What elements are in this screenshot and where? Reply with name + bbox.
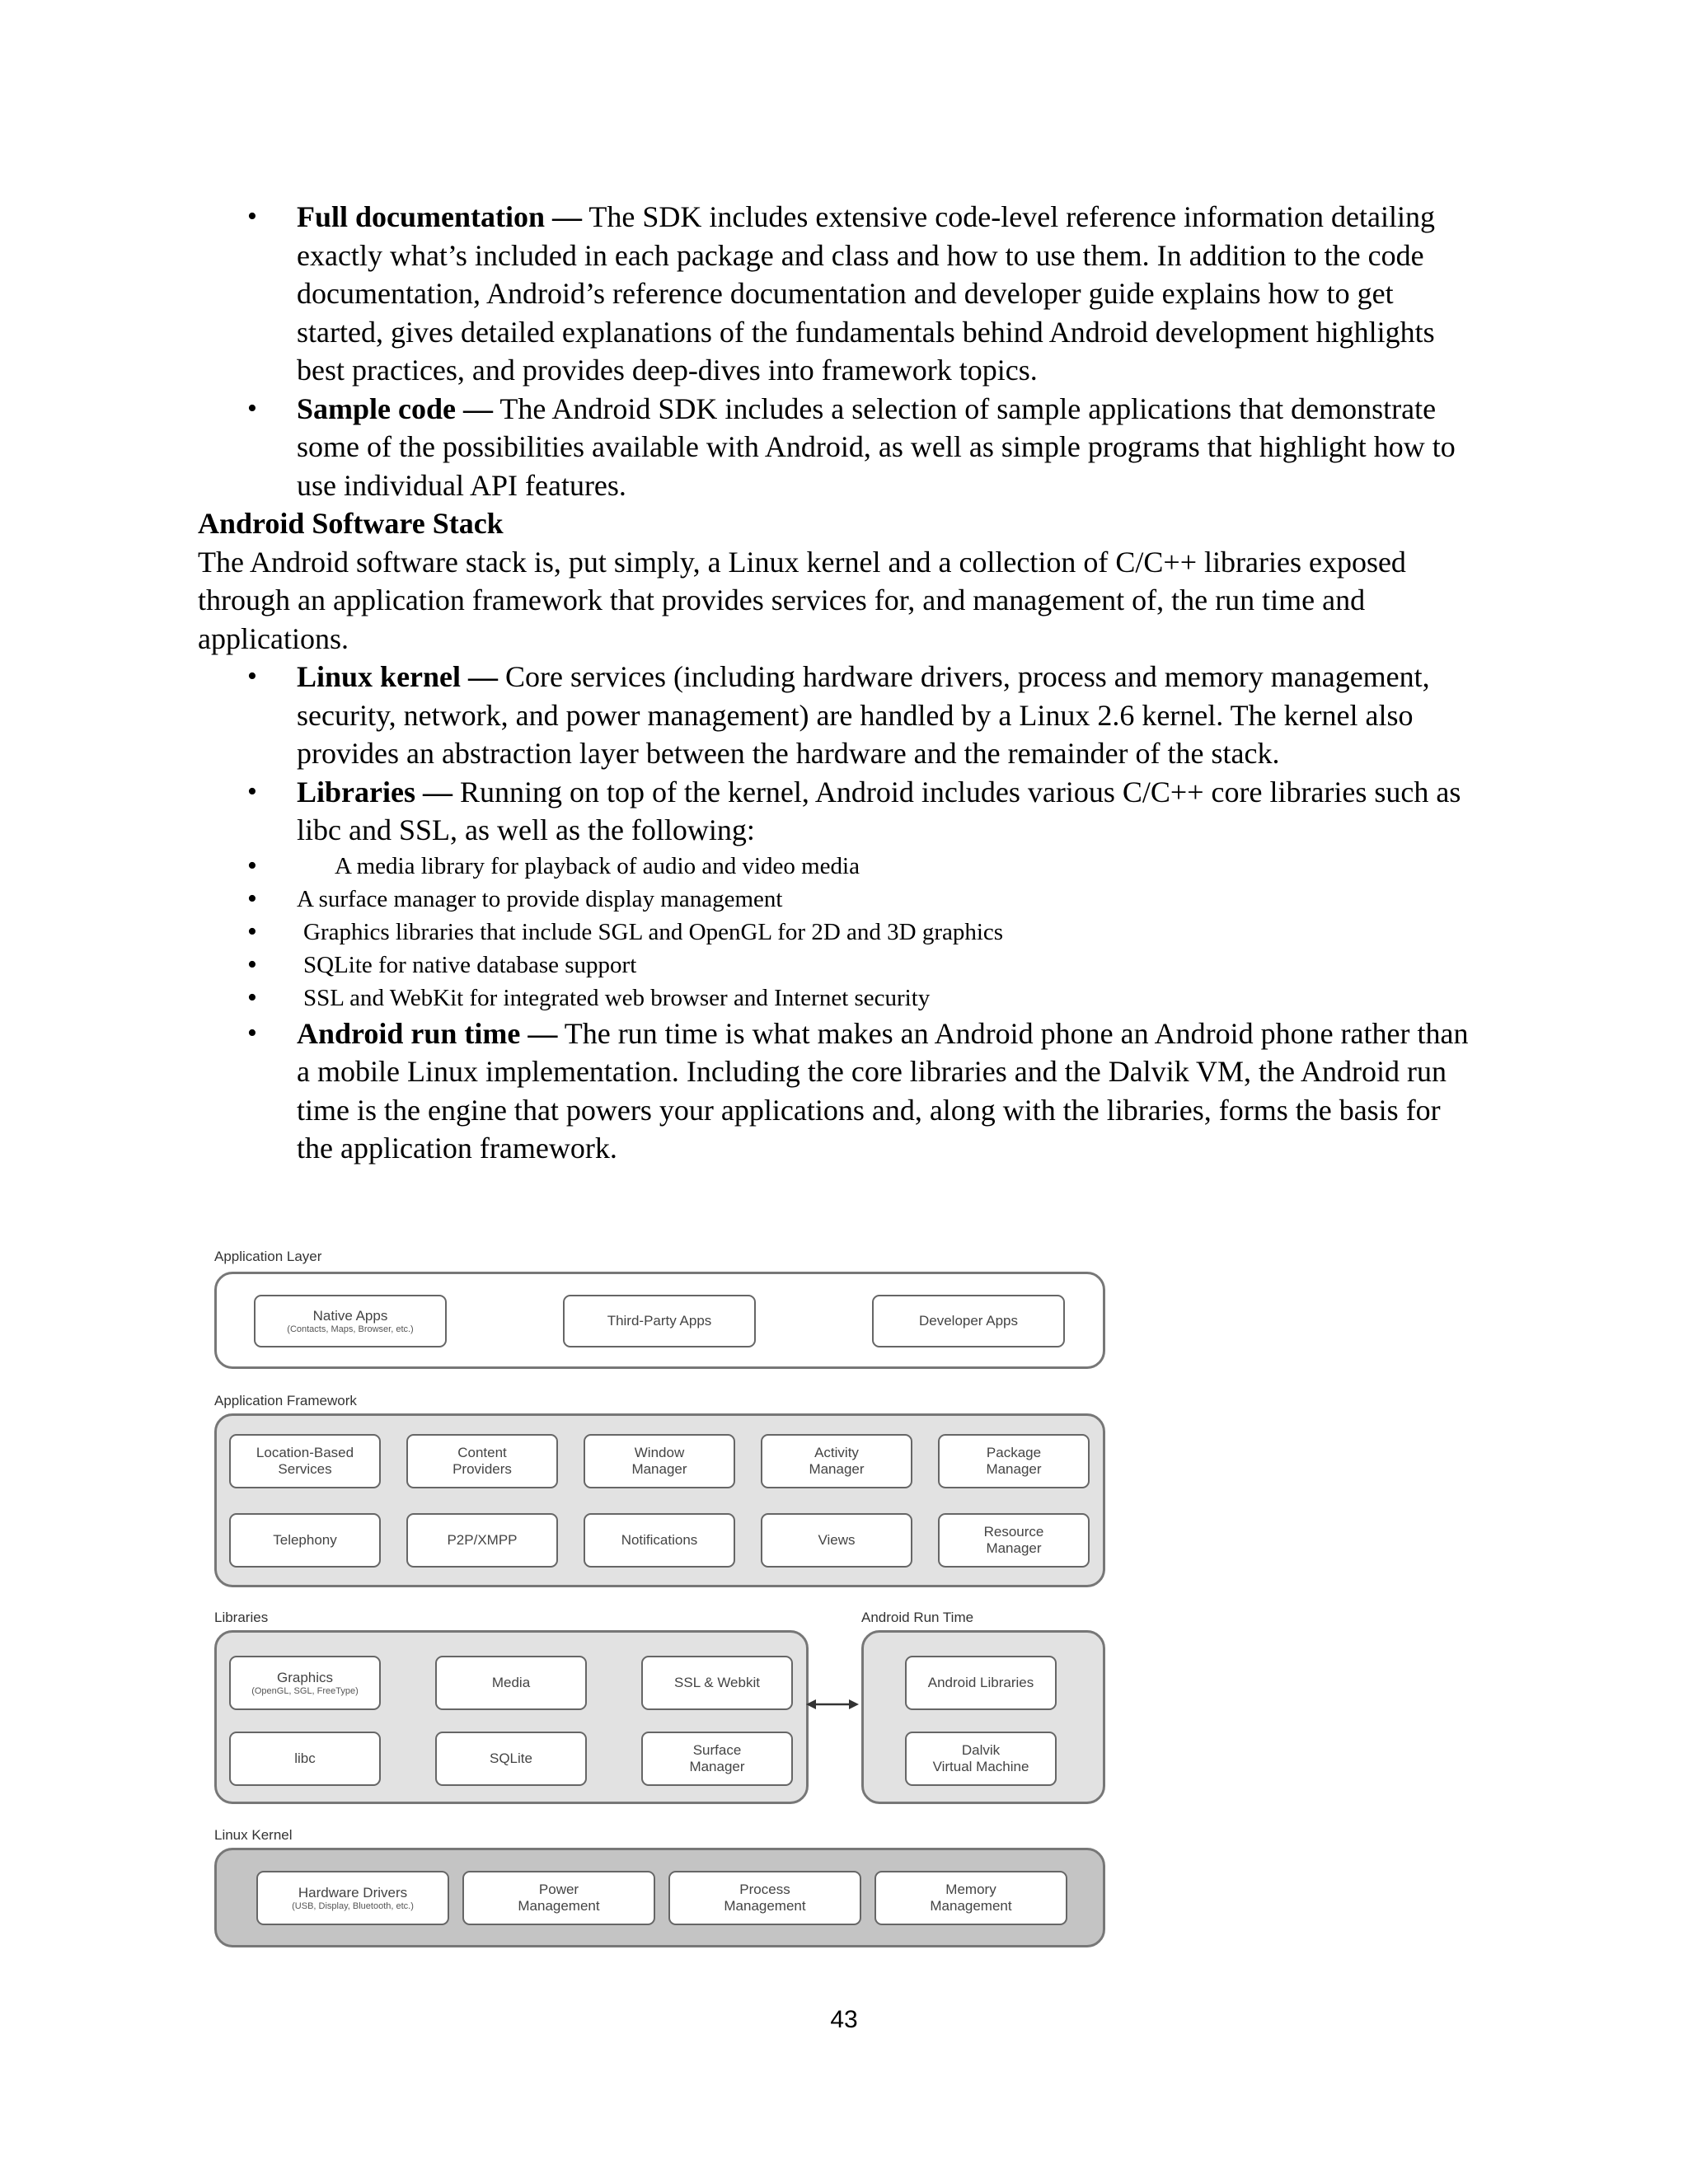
- android-stack-diagram: [206, 1249, 1129, 1966]
- dash: —: [520, 1016, 558, 1050]
- list-item: [198, 916, 1484, 949]
- process-management-box: [668, 1871, 861, 1925]
- full-documentation-text: The SDK includes extensive code-level reference information detailing exactly what’s included in each package and class and how to use them. In addition to the code documentation, Android’s reference documentation and developer guide explains how to get started, gives detailed explanations of the fundamentals behind Android development highlights best practices, and provides deep-dives into framework topics.: [297, 200, 1435, 387]
- linux-kernel-label: Linux Kernel: [214, 1827, 293, 1843]
- box-label: Telephony: [273, 1532, 337, 1548]
- box-sublabel: (OpenGL, SGL, FreeType): [251, 1685, 359, 1696]
- box-label-line: Services: [278, 1461, 332, 1477]
- box-label-line: Location-Based: [256, 1445, 354, 1460]
- term-linux-kernel: Linux kernel: [297, 660, 462, 693]
- power-management-box: [462, 1871, 655, 1925]
- android-run-time-text: The run time is what makes an Android phone an Android phone rather than a mobile Linux implementation. Including the core libraries and the Dalvik VM, the Android run time is the engine that powers your applications and, along with the libraries, forms the basis for the application framework.: [297, 1016, 1469, 1165]
- box-label-line: Virtual Machine: [932, 1759, 1029, 1774]
- box-label-line: Power: [538, 1882, 579, 1897]
- box-label-line: Window: [634, 1445, 685, 1460]
- linux-kernel-layer: [214, 1848, 1105, 1947]
- box-label-line: Resource: [983, 1524, 1044, 1540]
- list-item: [198, 982, 1484, 1015]
- section-heading: Android Software Stack: [198, 507, 504, 540]
- runtime-list: [198, 1015, 1484, 1168]
- libraries-text: Running on top of the kernel, Android includes various C/C++ core libraries such as libc and SSL, as well as the following:: [297, 775, 1461, 846]
- term-full-documentation: Full documentation: [297, 200, 546, 233]
- box-label-line: Memory: [945, 1882, 996, 1897]
- box-label-line: Surface: [692, 1742, 742, 1758]
- box-label-line: Manager: [809, 1461, 865, 1477]
- sdk-feature-list: [198, 198, 1484, 504]
- android-run-time-label: Android Run Time: [861, 1610, 974, 1625]
- sample-code-text: The Android SDK includes a selection of sample applications that demonstrate some of the possibilities available with Android, as well as simple programs that highlight how to use individual API features.: [297, 391, 1456, 502]
- page-number: 43: [830, 2006, 858, 2033]
- library-item-graphics: Graphics libraries that include SGL and OpenGL for 2D and 3D graphics: [303, 918, 1004, 945]
- box-sublabel: (USB, Display, Bluetooth, etc.): [292, 1900, 414, 1911]
- hardware-drivers-box: [256, 1871, 449, 1925]
- list-item-linux-kernel: [198, 658, 1484, 773]
- box-label-line: Process: [739, 1882, 790, 1897]
- box-label: libc: [294, 1750, 316, 1766]
- library-item-surface-manager: A surface manager to provide display management: [297, 885, 783, 912]
- list-item: [198, 850, 1484, 883]
- libraries-label: Libraries: [214, 1610, 269, 1625]
- box-label-line: Dalvik: [961, 1742, 1001, 1758]
- box-label: Android Libraries: [927, 1675, 1034, 1690]
- term-sample-code: Sample code: [297, 391, 456, 425]
- box-label: Media: [491, 1675, 531, 1690]
- box-label: Hardware Drivers: [298, 1884, 408, 1900]
- box-label-line: Manager: [689, 1759, 745, 1774]
- library-item-media: A media library for playback of audio and video media: [335, 852, 860, 879]
- box-label-line: Manager: [986, 1540, 1042, 1556]
- term-android-run-time: Android run time: [297, 1016, 521, 1050]
- native-apps-label: Native Apps: [312, 1307, 388, 1324]
- stack-intro-paragraph: The Android software stack is, put simply, a Linux kernel and a collection of C/C++ libraries exposed through an application framework that provides services for, and management of, the run time and applications.: [198, 545, 1406, 655]
- box-label: P2P/XMPP: [447, 1532, 518, 1548]
- memory-management-box: [874, 1871, 1067, 1925]
- box-label-line: Content: [457, 1445, 507, 1460]
- list-item-sample-code: [198, 390, 1484, 505]
- library-item-sqlite: SQLite for native database support: [303, 951, 637, 978]
- linux-kernel-text: Core services (including hardware drivers, process and memory management, security, network, and power management) are handled by a Linux 2.6 kernel. The kernel also provides an abstraction layer between the hardware and the remainder of the stack.: [297, 660, 1430, 770]
- box-label-line: Manager: [631, 1461, 687, 1477]
- third-party-apps-label: Third-Party Apps: [607, 1313, 712, 1329]
- box-label-line: Management: [724, 1898, 806, 1914]
- application-layer-label: Application Layer: [214, 1249, 322, 1264]
- list-item-android-run-time: [198, 1015, 1484, 1168]
- box-label: SQLite: [490, 1750, 532, 1766]
- box-label: Graphics: [276, 1669, 334, 1685]
- list-item-full-documentation: [198, 198, 1484, 390]
- list-item: [198, 949, 1484, 982]
- dash: —: [415, 775, 452, 808]
- stack-component-list: [198, 658, 1484, 850]
- box-label-line: Providers: [452, 1461, 512, 1477]
- library-item-ssl-webkit: SSL and WebKit for integrated web browser and Internet security: [303, 984, 931, 1011]
- application-framework-label: Application Framework: [214, 1393, 357, 1408]
- box-label-line: Management: [518, 1898, 600, 1914]
- list-item-libraries: [198, 773, 1484, 850]
- dash: —: [545, 200, 583, 233]
- developer-apps-label: Developer Apps: [918, 1313, 1019, 1329]
- box-label-line: Management: [930, 1898, 1012, 1914]
- box-label-line: Package: [986, 1445, 1042, 1460]
- box-label-line: Manager: [986, 1461, 1042, 1477]
- box-label-line: Activity: [814, 1445, 859, 1460]
- box-label: Notifications: [621, 1532, 698, 1548]
- box-label: SSL & Webkit: [674, 1675, 760, 1690]
- text-block: [198, 198, 1484, 1168]
- dash: —: [461, 660, 499, 693]
- term-libraries: Libraries: [297, 775, 415, 808]
- library-items-list: [198, 850, 1484, 1015]
- box-label: Views: [818, 1532, 856, 1548]
- dash: —: [456, 391, 493, 425]
- list-item: [198, 883, 1484, 916]
- native-apps-sublabel: (Contacts, Maps, Browser, etc.): [287, 1324, 414, 1334]
